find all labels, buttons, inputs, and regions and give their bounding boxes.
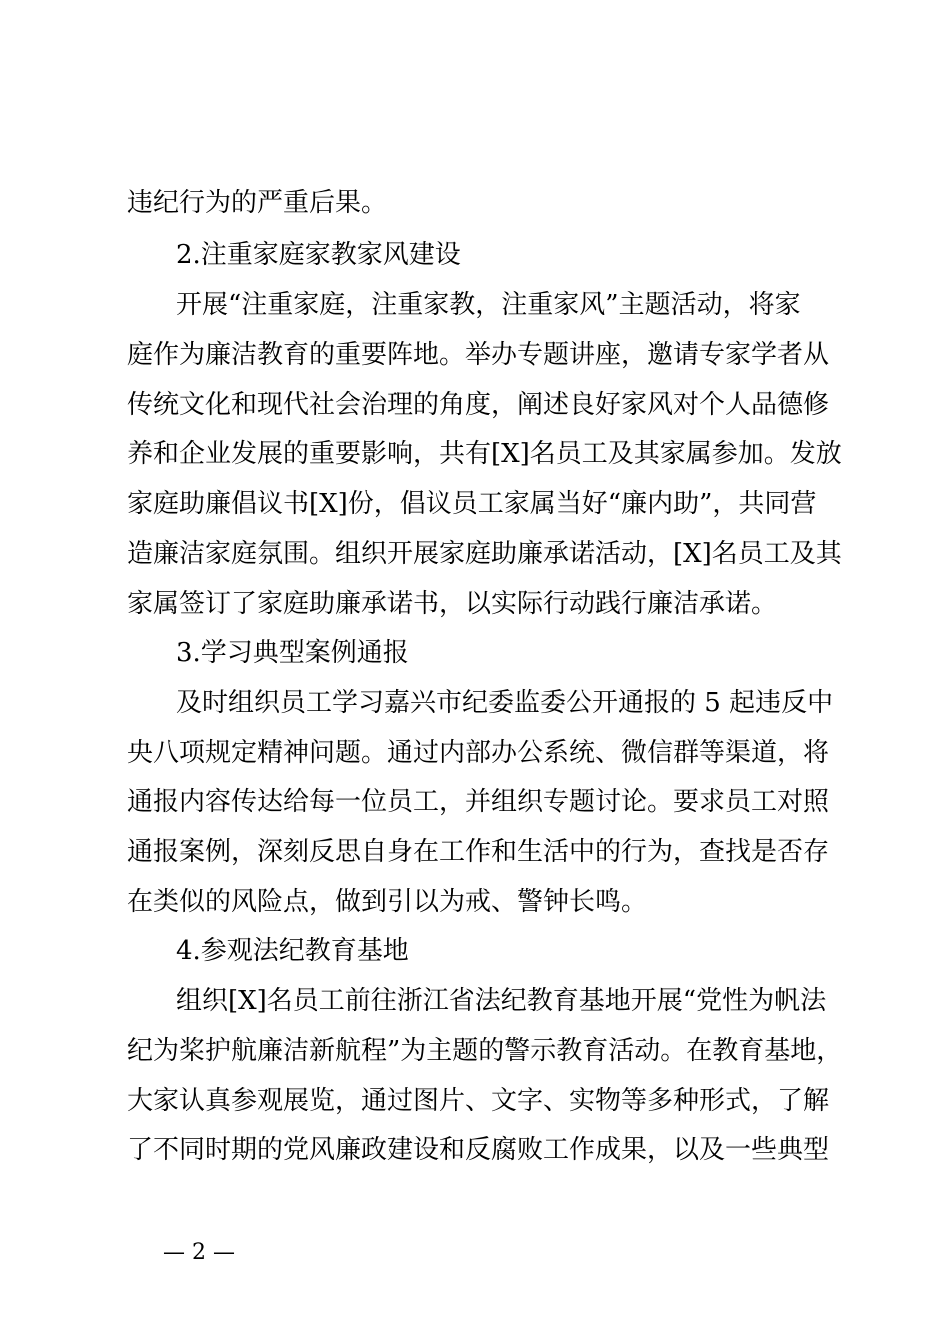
paragraph-line: 传统文化和现代社会治理的角度，阐述良好家风对个人品德修 <box>127 390 830 420</box>
paragraph-line: 在类似的风险点，做到引以为戒、警钟长鸣。 <box>127 887 648 917</box>
paragraph-line: 通报案例，深刻反思自身在工作和生活中的行为，查找是否存 <box>127 837 830 867</box>
section-heading: 3.学习典型案例通报 <box>176 638 409 668</box>
paragraph-line: 了不同时期的党风廉政建设和反腐败工作成果，以及一些典型 <box>127 1135 830 1165</box>
paragraph-line: 违纪行为的严重后果。 <box>127 188 388 218</box>
section-heading: 4.参观法纪教育基地 <box>176 936 409 966</box>
paragraph-line: 及时组织员工学习嘉兴市纪委监委公开通报的 5 起违反中 <box>176 688 834 718</box>
paragraph-line: 组织[X]名员工前往浙江省法纪教育基地开展“党性为帆法 <box>176 986 827 1016</box>
page-number: — 2 — <box>163 1240 235 1265</box>
paragraph-line: 养和企业发展的重要影响，共有[X]名员工及其家属参加。发放 <box>127 439 842 469</box>
paragraph-line: 家属签订了家庭助廉承诺书，以实际行动践行廉洁承诺。 <box>127 589 778 619</box>
paragraph-line: 通报内容传达给每一位员工，并组织专题讨论。要求员工对照 <box>127 787 830 817</box>
paragraph-line: 纪为桨护航廉洁新航程”为主题的警示教育活动。在教育基地， <box>127 1036 843 1066</box>
paragraph-line: 家庭助廉倡议书[X]份，倡议员工家属当好“廉内助”，共同营 <box>127 489 817 519</box>
paragraph-line: 造廉洁家庭氛围。组织开展家庭助廉承诺活动，[X]名员工及其 <box>127 539 842 569</box>
paragraph-line: 开展“注重家庭，注重家教，注重家风”主题活动，将家 <box>176 290 801 320</box>
paragraph-line: 大家认真参观展览，通过图片、文字、实物等多种形式，了解 <box>127 1086 830 1116</box>
section-heading: 2.注重家庭家教家风建设 <box>176 240 461 270</box>
paragraph-line: 庭作为廉洁教育的重要阵地。举办专题讲座，邀请专家学者从 <box>127 340 830 370</box>
paragraph-line: 央八项规定精神问题。通过内部办公系统、微信群等渠道，将 <box>127 738 830 768</box>
